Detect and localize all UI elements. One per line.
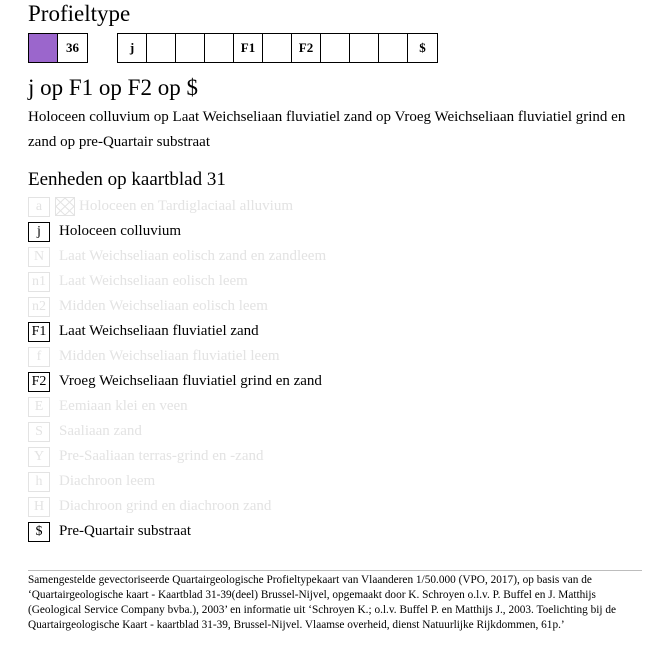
unit-label: Diachroon leem: [59, 473, 156, 489]
unit-label: Laat Weichseliaan eolisch zand en zandleem: [59, 248, 327, 264]
profile-type-code-strip: [28, 33, 88, 63]
unit-code: n1: [28, 272, 50, 292]
layer-cell: [321, 34, 350, 62]
unit-item: [28, 194, 326, 219]
profile-description: Holoceen colluvium op Laat Weichseliaan fluviatiel zand op Vroeg Weichseliaan fluviatiel grind en zand op pre-Quartair substraat: [28, 109, 626, 150]
profile-formula: j op F1 op F2 op $: [28, 75, 198, 100]
layer-cell: F1: [234, 34, 263, 62]
units-heading: Eenheden op kaartblad 31: [28, 169, 226, 190]
unit-code: n2: [28, 297, 50, 317]
unit-code: E: [28, 397, 50, 417]
page-title: Profieltype: [28, 1, 131, 26]
layer-cell: j: [118, 34, 147, 62]
unit-code: F2: [28, 372, 50, 392]
unit-code: H: [28, 497, 50, 517]
unit-item: [28, 319, 326, 344]
unit-label: Midden Weichseliaan eolisch leem: [59, 298, 268, 314]
source-citation: Samengestelde gevectoriseerde Quartairgeologische Profieltypekaart van Vlaanderen 1/50.000 (VPO, 2017), op basis van de ‘Quartairgeologische kaart - Kaartblad 31-39(deel) Brussel-Nijvel, opgemaakt door K. Schroyen o.l.v. P. Buffel en J. Matthijs (Geological Service Company bvba.), 2003’ en informatie uit ‘Schroyen K.; o.l.v. Buffel P. en Matthijs J., 2003. Toelichting bij de Quartairgeologische Kaart - kaartblad 31-39, Brussel-Nijvel. Vlaamse overheid, dienst Natuurlijke Rijkdommen, 61p.’: [28, 574, 617, 631]
layer-cell: [205, 34, 234, 62]
unit-item: [28, 419, 326, 444]
profile-color-swatch: [29, 34, 58, 62]
layer-cell: [176, 34, 205, 62]
layer-cell: [147, 34, 176, 62]
unit-item: [28, 494, 326, 519]
unit-item: [28, 369, 326, 394]
profile-type-number: 36: [66, 40, 79, 55]
unit-label: Diachroon grind en diachroon zand: [59, 498, 272, 514]
unit-label: Pre-Saaliaan terras-grind en -zand: [59, 448, 264, 464]
unit-item: [28, 444, 326, 469]
crosshatch-pattern-icon: [55, 197, 75, 216]
unit-item: [28, 469, 326, 494]
unit-code: a: [28, 197, 50, 217]
unit-code: N: [28, 247, 50, 267]
unit-item: [28, 269, 326, 294]
unit-label: Midden Weichseliaan fluviatiel leem: [59, 348, 280, 364]
profile-layer-strip: [117, 33, 438, 63]
units-list: [28, 194, 326, 544]
unit-code: F1: [28, 322, 50, 342]
unit-code: S: [28, 422, 50, 442]
unit-label: Holoceen en Tardiglaciaal alluvium: [79, 198, 294, 214]
unit-label: Saaliaan zand: [59, 423, 142, 439]
unit-item: [28, 344, 326, 369]
unit-code: $: [28, 522, 50, 542]
unit-code: Y: [28, 447, 50, 467]
unit-label: Vroeg Weichseliaan fluviatiel grind en zand: [59, 373, 322, 389]
unit-code: j: [28, 222, 50, 242]
unit-item: [28, 219, 326, 244]
layer-cell: $: [419, 40, 426, 55]
unit-label: Eemiaan klei en veen: [59, 398, 188, 414]
unit-item: [28, 294, 326, 319]
layer-cell: [263, 34, 292, 62]
unit-label: Laat Weichseliaan eolisch leem: [59, 273, 248, 289]
unit-code: h: [28, 472, 50, 492]
unit-item: [28, 519, 326, 544]
unit-item: [28, 394, 326, 419]
layer-cell: [379, 34, 408, 62]
unit-label: Pre-Quartair substraat: [59, 523, 192, 539]
footer-divider: [28, 570, 642, 571]
layer-cell: [350, 34, 379, 62]
unit-item: [28, 244, 326, 269]
unit-label: Holoceen colluvium: [59, 223, 182, 239]
unit-label: Laat Weichseliaan fluviatiel zand: [59, 323, 259, 339]
unit-code: f: [28, 347, 50, 367]
layer-cell: F2: [292, 34, 321, 62]
